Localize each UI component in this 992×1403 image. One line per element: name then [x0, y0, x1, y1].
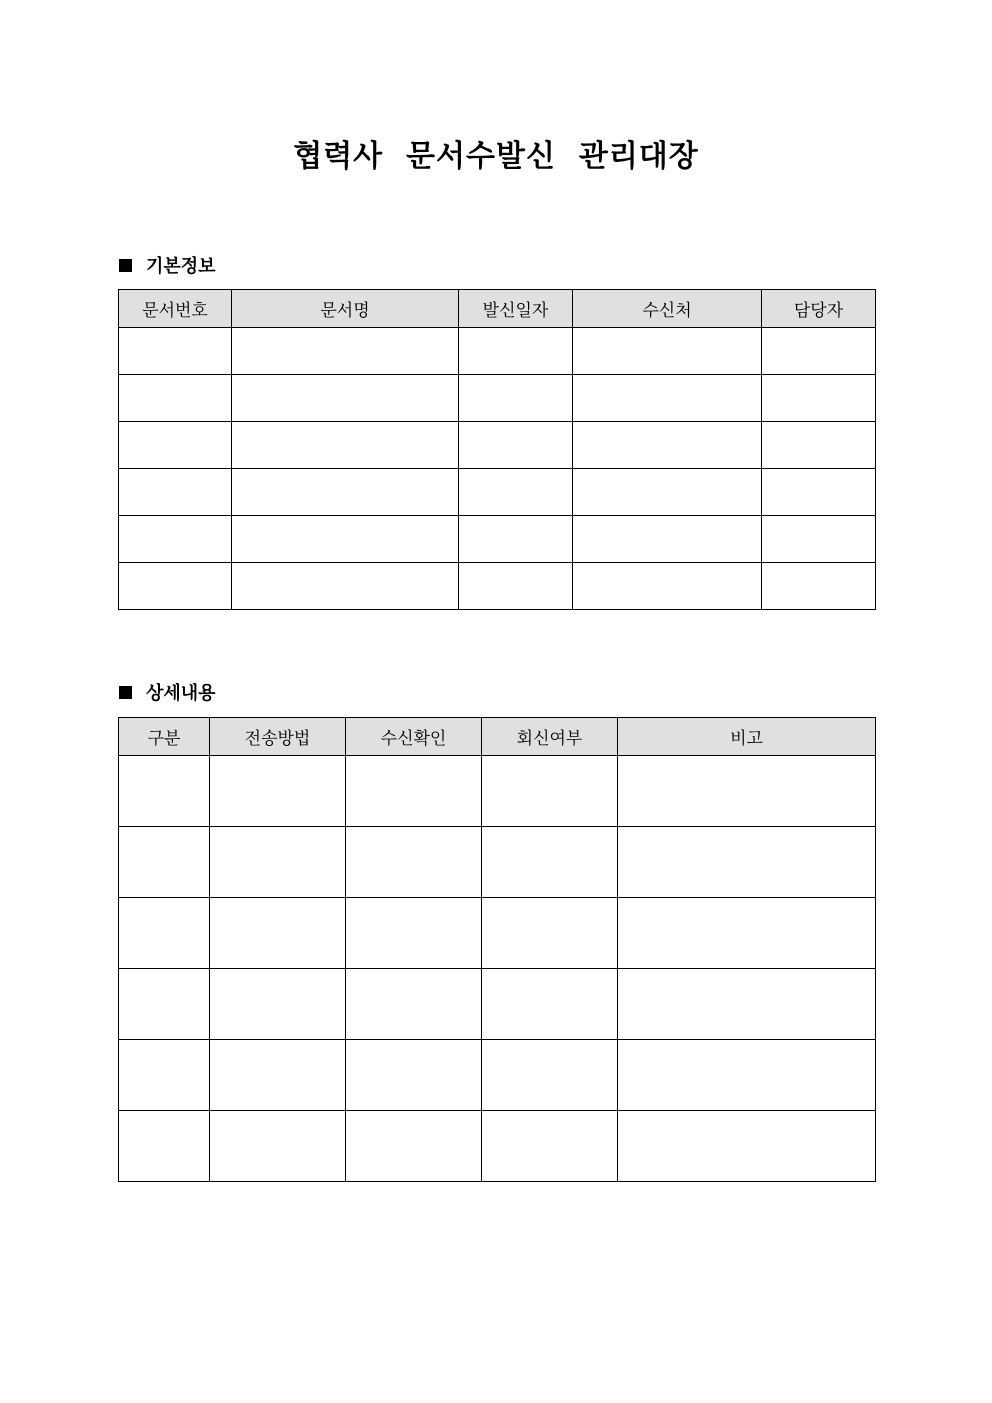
table-cell[interactable]	[346, 1111, 482, 1182]
table-cell[interactable]	[618, 756, 876, 827]
table-cell[interactable]	[346, 756, 482, 827]
table-cell[interactable]	[210, 969, 346, 1040]
table-cell[interactable]	[482, 898, 618, 969]
table-cell[interactable]	[119, 1040, 210, 1111]
table-cell[interactable]	[119, 375, 232, 422]
table-row	[119, 1040, 876, 1111]
table-cell[interactable]	[573, 469, 762, 516]
table-row	[119, 1111, 876, 1182]
basic-info-table	[118, 289, 876, 610]
table-cell[interactable]	[232, 469, 459, 516]
section-heading-label: 기본정보	[146, 256, 216, 277]
table-cell[interactable]	[119, 969, 210, 1040]
table-cell[interactable]	[346, 969, 482, 1040]
table-cell[interactable]	[618, 827, 876, 898]
table-cell[interactable]	[346, 1040, 482, 1111]
table-header-row	[119, 290, 876, 328]
section-heading-detail	[119, 680, 216, 704]
column-header-manager: 담당자	[762, 290, 876, 328]
table-cell[interactable]	[762, 328, 876, 375]
table-cell[interactable]	[459, 375, 573, 422]
table-cell[interactable]	[573, 563, 762, 610]
table-row	[119, 516, 876, 563]
table-cell[interactable]	[618, 898, 876, 969]
table-row	[119, 827, 876, 898]
table-cell[interactable]	[119, 1111, 210, 1182]
table-cell[interactable]	[232, 516, 459, 563]
table-cell[interactable]	[459, 328, 573, 375]
table-cell[interactable]	[119, 328, 232, 375]
table-cell[interactable]	[119, 422, 232, 469]
table-cell[interactable]	[210, 1111, 346, 1182]
table-cell[interactable]	[232, 328, 459, 375]
table-cell[interactable]	[573, 375, 762, 422]
table-cell[interactable]	[482, 1111, 618, 1182]
table-cell[interactable]	[762, 469, 876, 516]
table-cell[interactable]	[459, 563, 573, 610]
table-cell[interactable]	[459, 516, 573, 563]
table-row	[119, 563, 876, 610]
table-cell[interactable]	[232, 563, 459, 610]
table-cell[interactable]	[232, 375, 459, 422]
column-header-recipient: 수신처	[573, 290, 762, 328]
table-cell[interactable]	[210, 756, 346, 827]
table-cell[interactable]	[346, 827, 482, 898]
table-cell[interactable]	[119, 516, 232, 563]
table-cell[interactable]	[346, 898, 482, 969]
table-cell[interactable]	[618, 1111, 876, 1182]
table-cell[interactable]	[210, 1040, 346, 1111]
table-row	[119, 375, 876, 422]
column-header-category: 구분	[119, 718, 210, 756]
table-cell[interactable]	[762, 422, 876, 469]
table-row	[119, 328, 876, 375]
section-heading-basic	[119, 253, 216, 277]
table-cell[interactable]	[210, 827, 346, 898]
table-cell[interactable]	[482, 969, 618, 1040]
column-header-doc-name: 문서명	[232, 290, 459, 328]
table-cell[interactable]	[762, 375, 876, 422]
column-header-reply-status: 회신여부	[482, 718, 618, 756]
table-cell[interactable]	[119, 469, 232, 516]
column-header-doc-number: 문서번호	[119, 290, 232, 328]
table-cell[interactable]	[459, 469, 573, 516]
section-heading-label: 상세내용	[146, 683, 216, 704]
table-cell[interactable]	[119, 563, 232, 610]
column-header-remarks: 비고	[618, 718, 876, 756]
table-cell[interactable]	[762, 563, 876, 610]
table-row	[119, 898, 876, 969]
table-cell[interactable]	[210, 898, 346, 969]
table-row	[119, 969, 876, 1040]
table-header-row	[119, 718, 876, 756]
table-cell[interactable]	[119, 898, 210, 969]
table-cell[interactable]	[482, 756, 618, 827]
table-row	[119, 756, 876, 827]
column-header-send-date: 발신일자	[459, 290, 573, 328]
document-title: 협력사 문서수발신 관리대장	[293, 139, 699, 174]
table-cell[interactable]	[762, 516, 876, 563]
table-cell[interactable]	[618, 1040, 876, 1111]
detail-table	[118, 717, 876, 1182]
table-cell[interactable]	[119, 827, 210, 898]
table-cell[interactable]	[232, 422, 459, 469]
square-bullet-icon	[119, 259, 132, 272]
table-cell[interactable]	[459, 422, 573, 469]
table-cell[interactable]	[573, 328, 762, 375]
table-cell[interactable]	[119, 756, 210, 827]
table-cell[interactable]	[482, 827, 618, 898]
table-row	[119, 422, 876, 469]
column-header-transmission-method: 전송방법	[210, 718, 346, 756]
square-bullet-icon	[119, 686, 132, 699]
table-cell[interactable]	[573, 422, 762, 469]
table-row	[119, 469, 876, 516]
table-cell[interactable]	[618, 969, 876, 1040]
column-header-receipt-confirmation: 수신확인	[346, 718, 482, 756]
table-cell[interactable]	[573, 516, 762, 563]
table-cell[interactable]	[482, 1040, 618, 1111]
